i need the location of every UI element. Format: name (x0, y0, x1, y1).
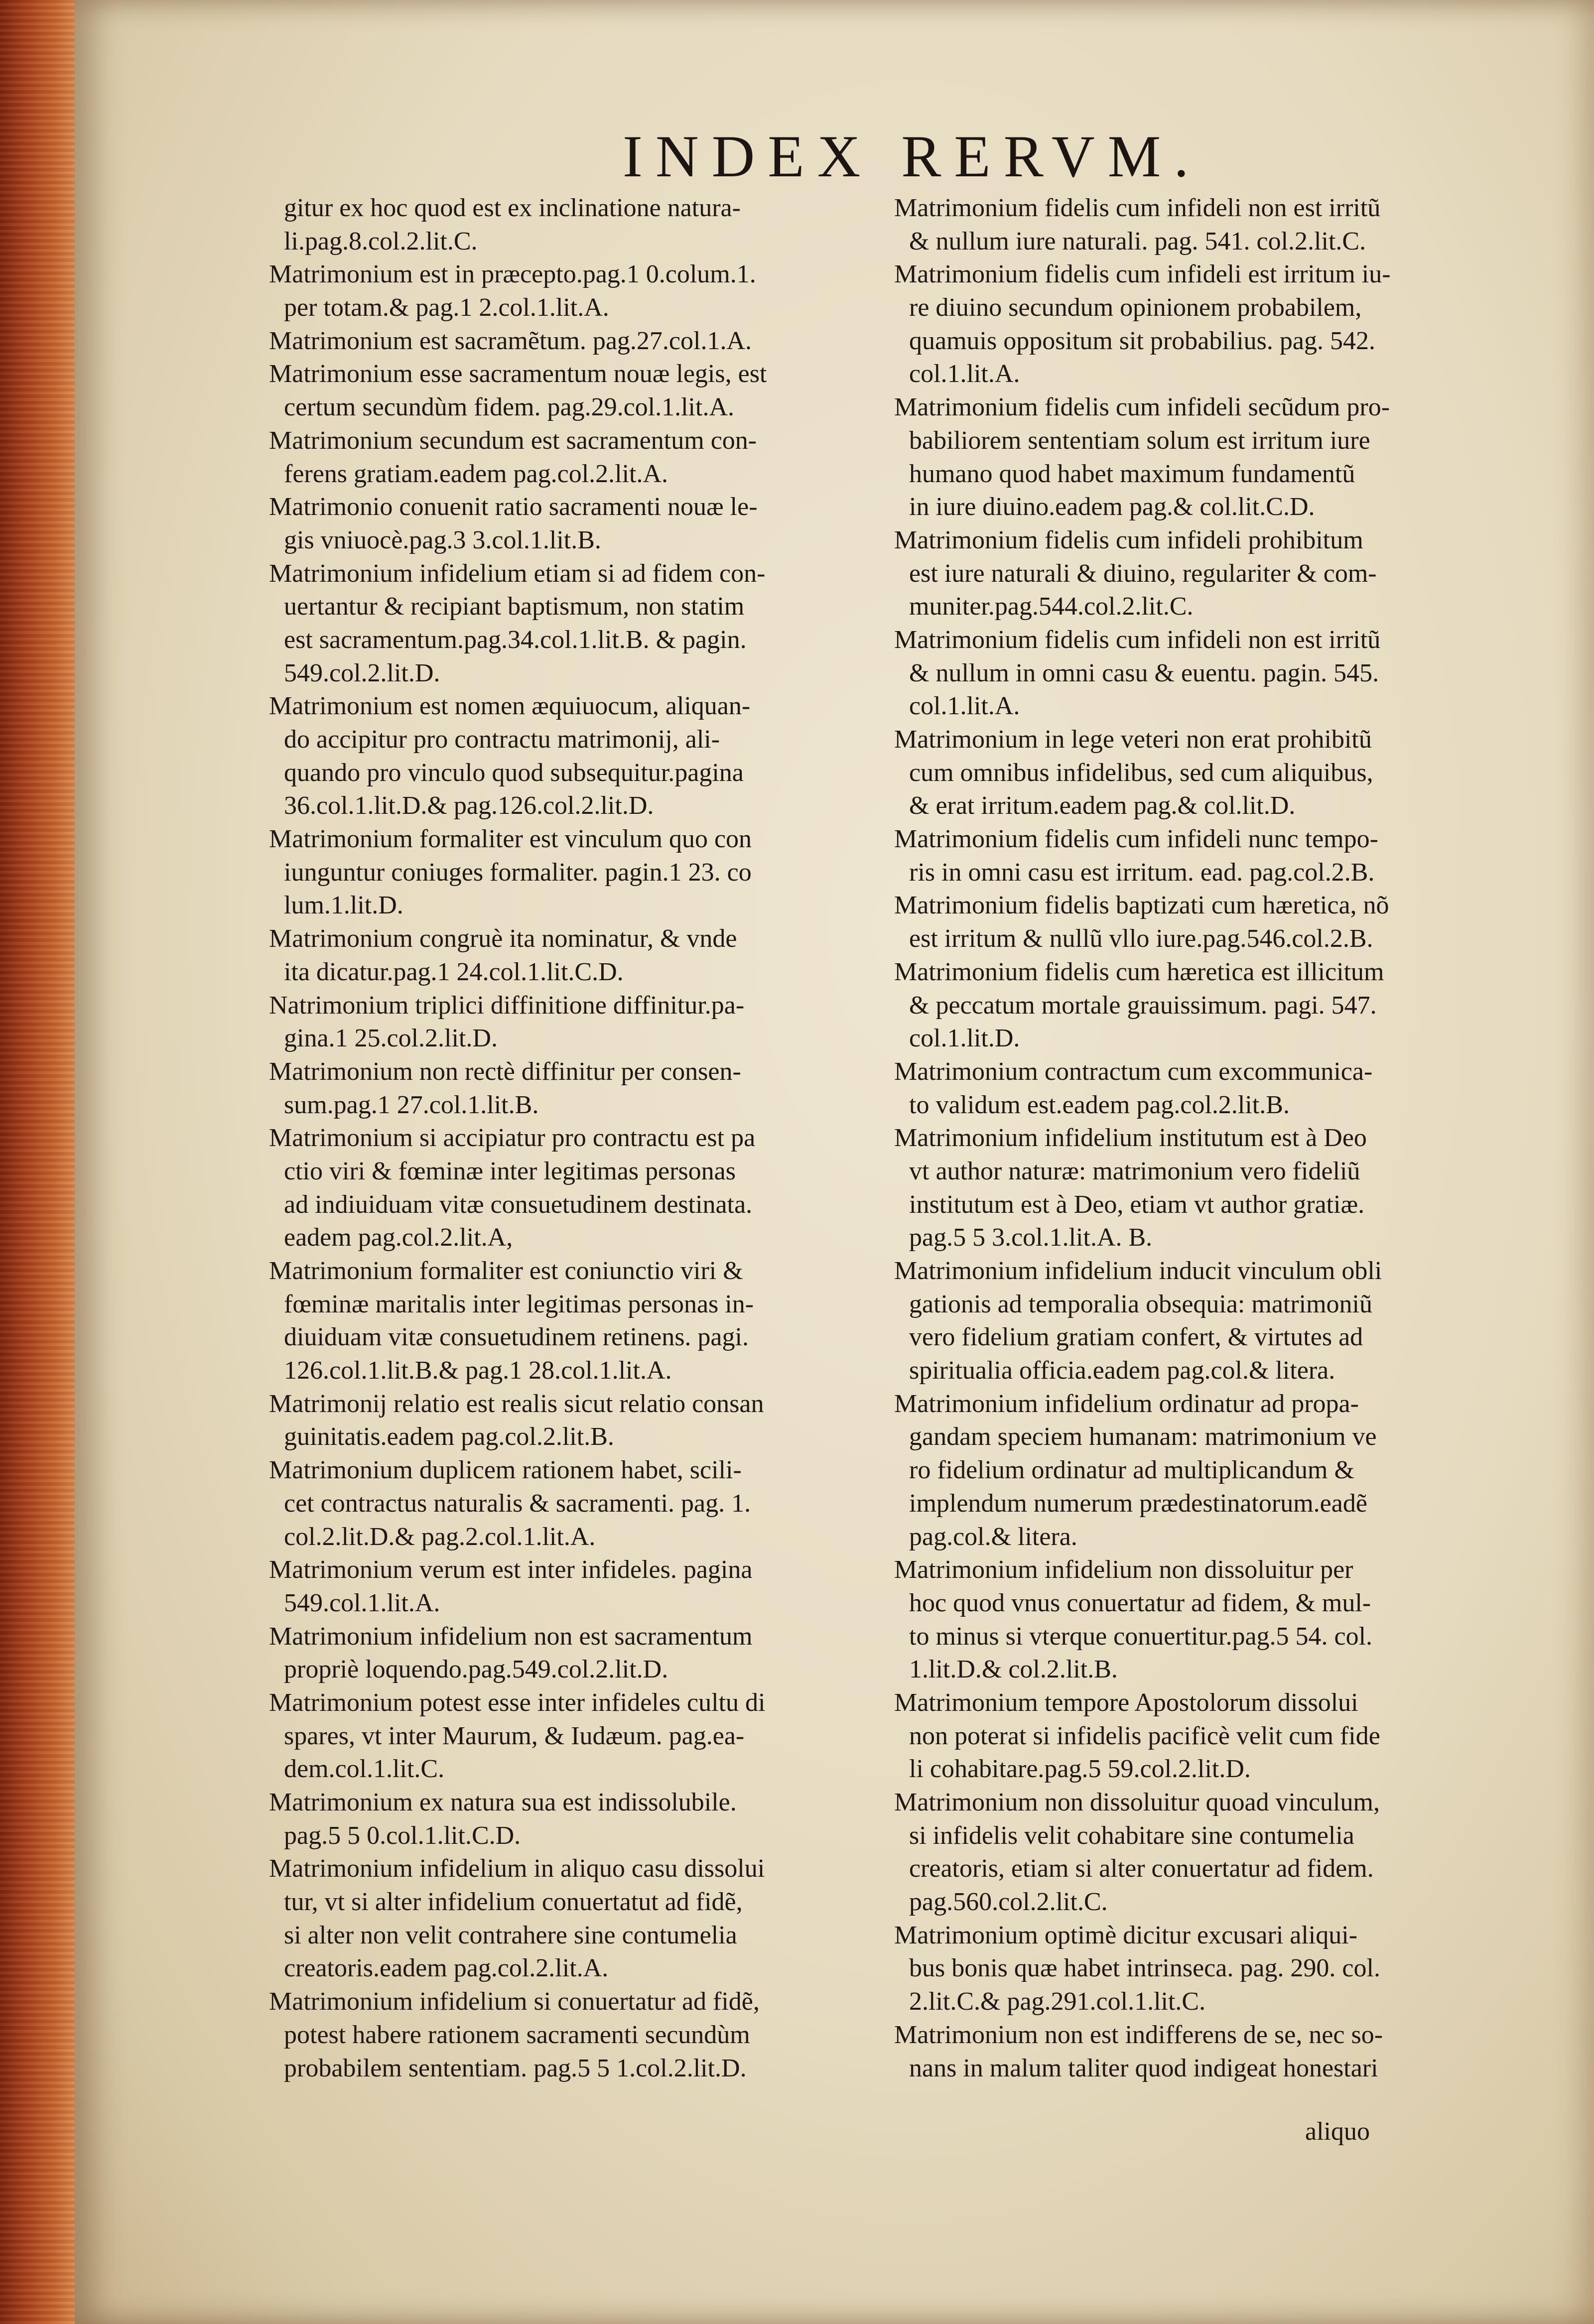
index-entry-line: creatoris, etiam si alter conuertatur ad fidem. (909, 1854, 1374, 1883)
index-entry-line: Matrimonium ex natura sua est indissolubile. (269, 1788, 737, 1816)
index-entry-line: pag.5 5 0.col.1.lit.C.D. (284, 1821, 521, 1850)
index-entry-line: implendum numerum prædestinatorum.eadẽ (909, 1489, 1367, 1518)
index-entry-line: Matrimonium fidelis cum infideli est irritum iu- (894, 260, 1391, 289)
index-entry-line: Matrimonium non est indifferens de se, nec so- (894, 2020, 1383, 2049)
index-entry-line: Matrimonium infidelium non est sacramentum (269, 1622, 753, 1651)
index-entry-line: Matrimonium contractum cum excommunica- (894, 1057, 1373, 1086)
index-entry-line: diuiduam vitæ consuetudinem retinens. pagi. (284, 1323, 749, 1352)
index-entry-line: per totam.& pag.1 2.col.1.lit.A. (284, 293, 609, 322)
index-entry-line: ctio viri & fœminæ inter legitimas personas (284, 1157, 736, 1185)
index-entry-line: Matrimonium fidelis cum infideli secũdum pro- (894, 393, 1390, 422)
index-entry-line: gitur ex hoc quod est ex inclinatione natura- (284, 194, 741, 222)
index-entry-line: Matrimonium fidelis cum infideli non est irritũ (894, 194, 1381, 222)
index-entry-line: cet contractus naturalis & sacramenti. pag. 1. (284, 1489, 751, 1518)
index-entry-line: 549.col.1.lit.A. (284, 1588, 440, 1617)
index-entry-line: Matrimonium infidelium non dissoluitur per (894, 1555, 1353, 1584)
left-column (269, 192, 857, 2085)
index-entry-line: gandam speciem humanam: matrimonium ve (909, 1422, 1377, 1451)
index-entry-line: Matrimonium infidelium ordinatur ad propa- (894, 1389, 1359, 1418)
index-entry-line: gationis ad temporalia obsequia: matrimoniũ (909, 1290, 1373, 1318)
index-entry-line: Matrimonium tempore Apostolorum dissolui (894, 1688, 1358, 1717)
index-entry-line: quando pro vinculo quod subsequitur.pagina (284, 758, 744, 787)
index-entry-line: ad indiuiduam vitæ consuetudinem destinata. (284, 1190, 753, 1219)
index-entry-line: creatoris.eadem pag.col.2.lit.A. (284, 1954, 609, 1983)
index-entry-line: Matrimonium esse sacramentum nouæ legis, est (269, 360, 767, 388)
index-entry-line: Natrimonium triplici diffinitione diffinitur.pa- (269, 991, 745, 1020)
index-entry-line: Matrimonium potest esse inter infideles cultu di (269, 1688, 766, 1717)
index-entry-line: gina.1 25.col.2.lit.D. (284, 1024, 498, 1053)
index-entry-line: Matrimonium infidelium si conuertatur ad fidẽ, (269, 1987, 760, 2016)
index-entry-line: & peccatum mortale grauissimum. pagi. 547. (909, 991, 1377, 1020)
index-entry-line: certum secundùm fidem. pag.29.col.1.lit.A. (284, 393, 735, 422)
index-entry-line: do accipitur pro contractu matrimonij, ali- (284, 725, 720, 754)
index-entry-line: Matrimonium infidelium inducit vinculum obli (894, 1257, 1382, 1285)
index-entry-line: vt author naturæ: matrimonium vero fideliũ (909, 1157, 1360, 1185)
index-entry-line: ris in omni casu est irritum. ead. pag.col.2.B. (909, 858, 1375, 887)
index-entry-line: Matrimonium infidelium in aliquo casu dissolui (269, 1854, 765, 1883)
index-entry-line: Matrimonium fidelis cum infideli non est irritũ (894, 625, 1381, 654)
index-entry-line: nans in malum taliter quod indigeat honestari (909, 2054, 1378, 2082)
index-entry-line: humano quod habet maximum fundamentũ (909, 459, 1355, 488)
index-entry-line: Matrimonio conuenit ratio sacramenti nouæ le- (269, 493, 758, 521)
index-entry-line: sum.pag.1 27.col.1.lit.B. (284, 1090, 539, 1119)
index-entry-line: spares, vt inter Maurum, & Iudæum. pag.ea- (284, 1721, 745, 1750)
index-entry-line: ita dicatur.pag.1 24.col.1.lit.C.D. (284, 957, 624, 986)
index-entry-line: cum omnibus infidelibus, sed cum aliquibus, (909, 758, 1373, 787)
index-entry-line: pag.5 5 3.col.1.lit.A. B. (909, 1223, 1153, 1252)
index-entry-line: tur, vt si alter infidelium conuertatut ad fidẽ, (284, 1888, 743, 1917)
index-entry-line: Matrimonium in lege veteri non erat prohibitũ (894, 725, 1372, 754)
index-entry-line: institutum est à Deo, etiam vt author gratiæ. (909, 1190, 1365, 1219)
index-entry-line: to validum est.eadem pag.col.2.lit.B. (909, 1090, 1290, 1119)
index-entry-line: quamuis oppositum sit probabilius. pag. 542. (909, 326, 1375, 355)
index-entry-line: est iure naturali & diuino, regulariter & com- (909, 559, 1377, 588)
right-column (894, 192, 1482, 2085)
index-entry-line: bus bonis quæ habet intrinseca. pag. 290. col. (909, 1954, 1380, 1983)
index-entry-line: & nullum iure naturali. pag. 541. col.2.lit.C. (909, 227, 1366, 256)
index-entry-line: Matrimonium non rectè diffinitur per consen- (269, 1057, 741, 1086)
index-entry-line: pag.col.& litera. (909, 1522, 1077, 1551)
index-entry-line: Matrimonium infidelium etiam si ad fidem con- (269, 559, 766, 588)
index-entry-line: Matrimonium formaliter est vinculum quo con (269, 825, 752, 854)
index-entry-line: Matrimonium est in præcepto.pag.1 0.colum.1. (269, 260, 756, 289)
index-entry-line: Matrimonium infidelium institutum est à Deo (894, 1124, 1367, 1153)
index-entry-line: potest habere rationem sacramenti secundùm (284, 2020, 750, 2049)
index-entry-line: & erat irritum.eadem pag.& col.lit.D. (909, 791, 1296, 820)
index-entry-line: Matrimonium non dissoluitur quoad vinculum, (894, 1788, 1380, 1816)
index-entry-line: Matrimonium si accipiatur pro contractu est pa (269, 1124, 756, 1153)
index-entry-line: Matrimonium fidelis cum infideli nunc tempo- (894, 825, 1378, 854)
index-entry-line: 126.col.1.lit.B.& pag.1 28.col.1.lit.A. (284, 1356, 672, 1385)
index-entry-line: muniter.pag.544.col.2.lit.C. (909, 592, 1194, 621)
index-entry-line: Matrimonium fidelis cum infideli prohibitum (894, 525, 1363, 554)
index-entry-line: ro fidelium ordinatur ad multiplicandum & (909, 1456, 1354, 1485)
index-entry-line: lum.1.lit.D. (284, 891, 403, 920)
index-entry-line: dem.col.1.lit.C. (284, 1755, 445, 1784)
index-entry-line: hoc quod vnus conuertatur ad fidem, & mul- (909, 1588, 1371, 1617)
index-entry-line: to minus si vterque conuertitur.pag.5 54. col. (909, 1622, 1373, 1651)
index-entry-line: Matrimonium est nomen æquiuocum, aliquan- (269, 692, 751, 721)
index-entry-line: Matrimonium fidelis baptizati cum hæretica, nõ (894, 891, 1389, 920)
index-entry-line: 1.lit.D.& col.2.lit.B. (909, 1655, 1118, 1684)
index-entry-line: & nullum in omni casu & euentu. pagin. 545. (909, 658, 1379, 687)
index-entry-line: col.1.lit.A. (909, 692, 1020, 721)
index-entry-line: 549.col.2.lit.D. (284, 658, 440, 687)
catchword: aliquo (1305, 2117, 1370, 2146)
index-entry-line: 36.col.1.lit.D.& pag.126.col.2.lit.D. (284, 791, 654, 820)
index-entry-line: Matrimonium congruè ita nominatur, & vnde (269, 924, 737, 953)
index-entry-line: si infidelis velit cohabitare sine contumelia (909, 1821, 1354, 1850)
index-entry-line: est sacramentum.pag.34.col.1.lit.B. & pagin. (284, 625, 747, 654)
index-entry-line: Matrimonium optimè dicitur excusari aliqui- (894, 1921, 1358, 1949)
index-entry-line: Matrimonium secundum est sacramentum con- (269, 426, 757, 455)
index-entry-line: Matrimonium formaliter est coniunctio viri & (269, 1257, 743, 1285)
index-entry-line: eadem pag.col.2.lit.A, (284, 1223, 513, 1252)
index-entry-line: Matrimonium est sacramẽtum. pag.27.col.1.A. (269, 326, 752, 355)
index-entry-line: probabilem sententiam. pag.5 5 1.col.2.lit.D. (284, 2054, 747, 2082)
index-entry-line: li cohabitare.pag.5 59.col.2.lit.D. (909, 1755, 1251, 1784)
index-entry-line: col.2.lit.D.& pag.2.col.1.lit.A. (284, 1522, 596, 1551)
index-entry-line: gis vniuocè.pag.3 3.col.1.lit.B. (284, 525, 601, 554)
index-entry-line: Matrimonij relatio est realis sicut relatio consan (269, 1389, 764, 1418)
index-entry-line: non poterat si infidelis pacificè velit cum fide (909, 1721, 1380, 1750)
index-entry-line: Matrimonium fidelis cum hæretica est illicitum (894, 957, 1384, 986)
index-entry-line: ferens gratiam.eadem pag.col.2.lit.A. (284, 459, 668, 488)
index-entry-line: re diuino secundum opinionem probabilem, (909, 293, 1362, 322)
index-entry-line: est irritum & nullũ vllo iure.pag.546.col.2.B. (909, 924, 1373, 953)
index-entry-line: col.1.lit.A. (909, 360, 1020, 388)
index-entry-line: spiritualia officia.eadem pag.col.& litera. (909, 1356, 1335, 1385)
index-entry-line: guinitatis.eadem pag.col.2.lit.B. (284, 1422, 614, 1451)
index-entry-line: si alter non velit contrahere sine contumelia (284, 1921, 737, 1949)
index-entry-line: iunguntur coniuges formaliter. pagin.1 23. co (284, 858, 752, 887)
index-entry-line: vero fidelium gratiam confert, & virtutes ad (909, 1323, 1363, 1352)
index-entry-line: Matrimonium verum est inter infideles. pagina (269, 1555, 753, 1584)
index-entry-line: li.pag.8.col.2.lit.C. (284, 227, 478, 256)
index-entry-line: in iure diuino.eadem pag.& col.lit.C.D. (909, 493, 1315, 521)
index-entry-line: pag.560.col.2.lit.C. (909, 1888, 1108, 1917)
index-entry-line: 2.lit.C.& pag.291.col.1.lit.C. (909, 1987, 1206, 2016)
index-entry-line: Matrimonium duplicem rationem habet, scili- (269, 1456, 742, 1485)
page-title: INDEX RERVM. (623, 123, 1202, 189)
book-page-edge (0, 0, 75, 2324)
index-entry-line: fœminæ maritalis inter legitimas personas in- (284, 1290, 754, 1318)
index-entry-line: col.1.lit.D. (909, 1024, 1020, 1053)
index-entry-line: propriè loquendo.pag.549.col.2.lit.D. (284, 1655, 668, 1684)
index-entry-line: uertantur & recipiant baptismum, non statim (284, 592, 745, 621)
index-entry-line: babiliorem sententiam solum est irritum iure (909, 426, 1370, 455)
